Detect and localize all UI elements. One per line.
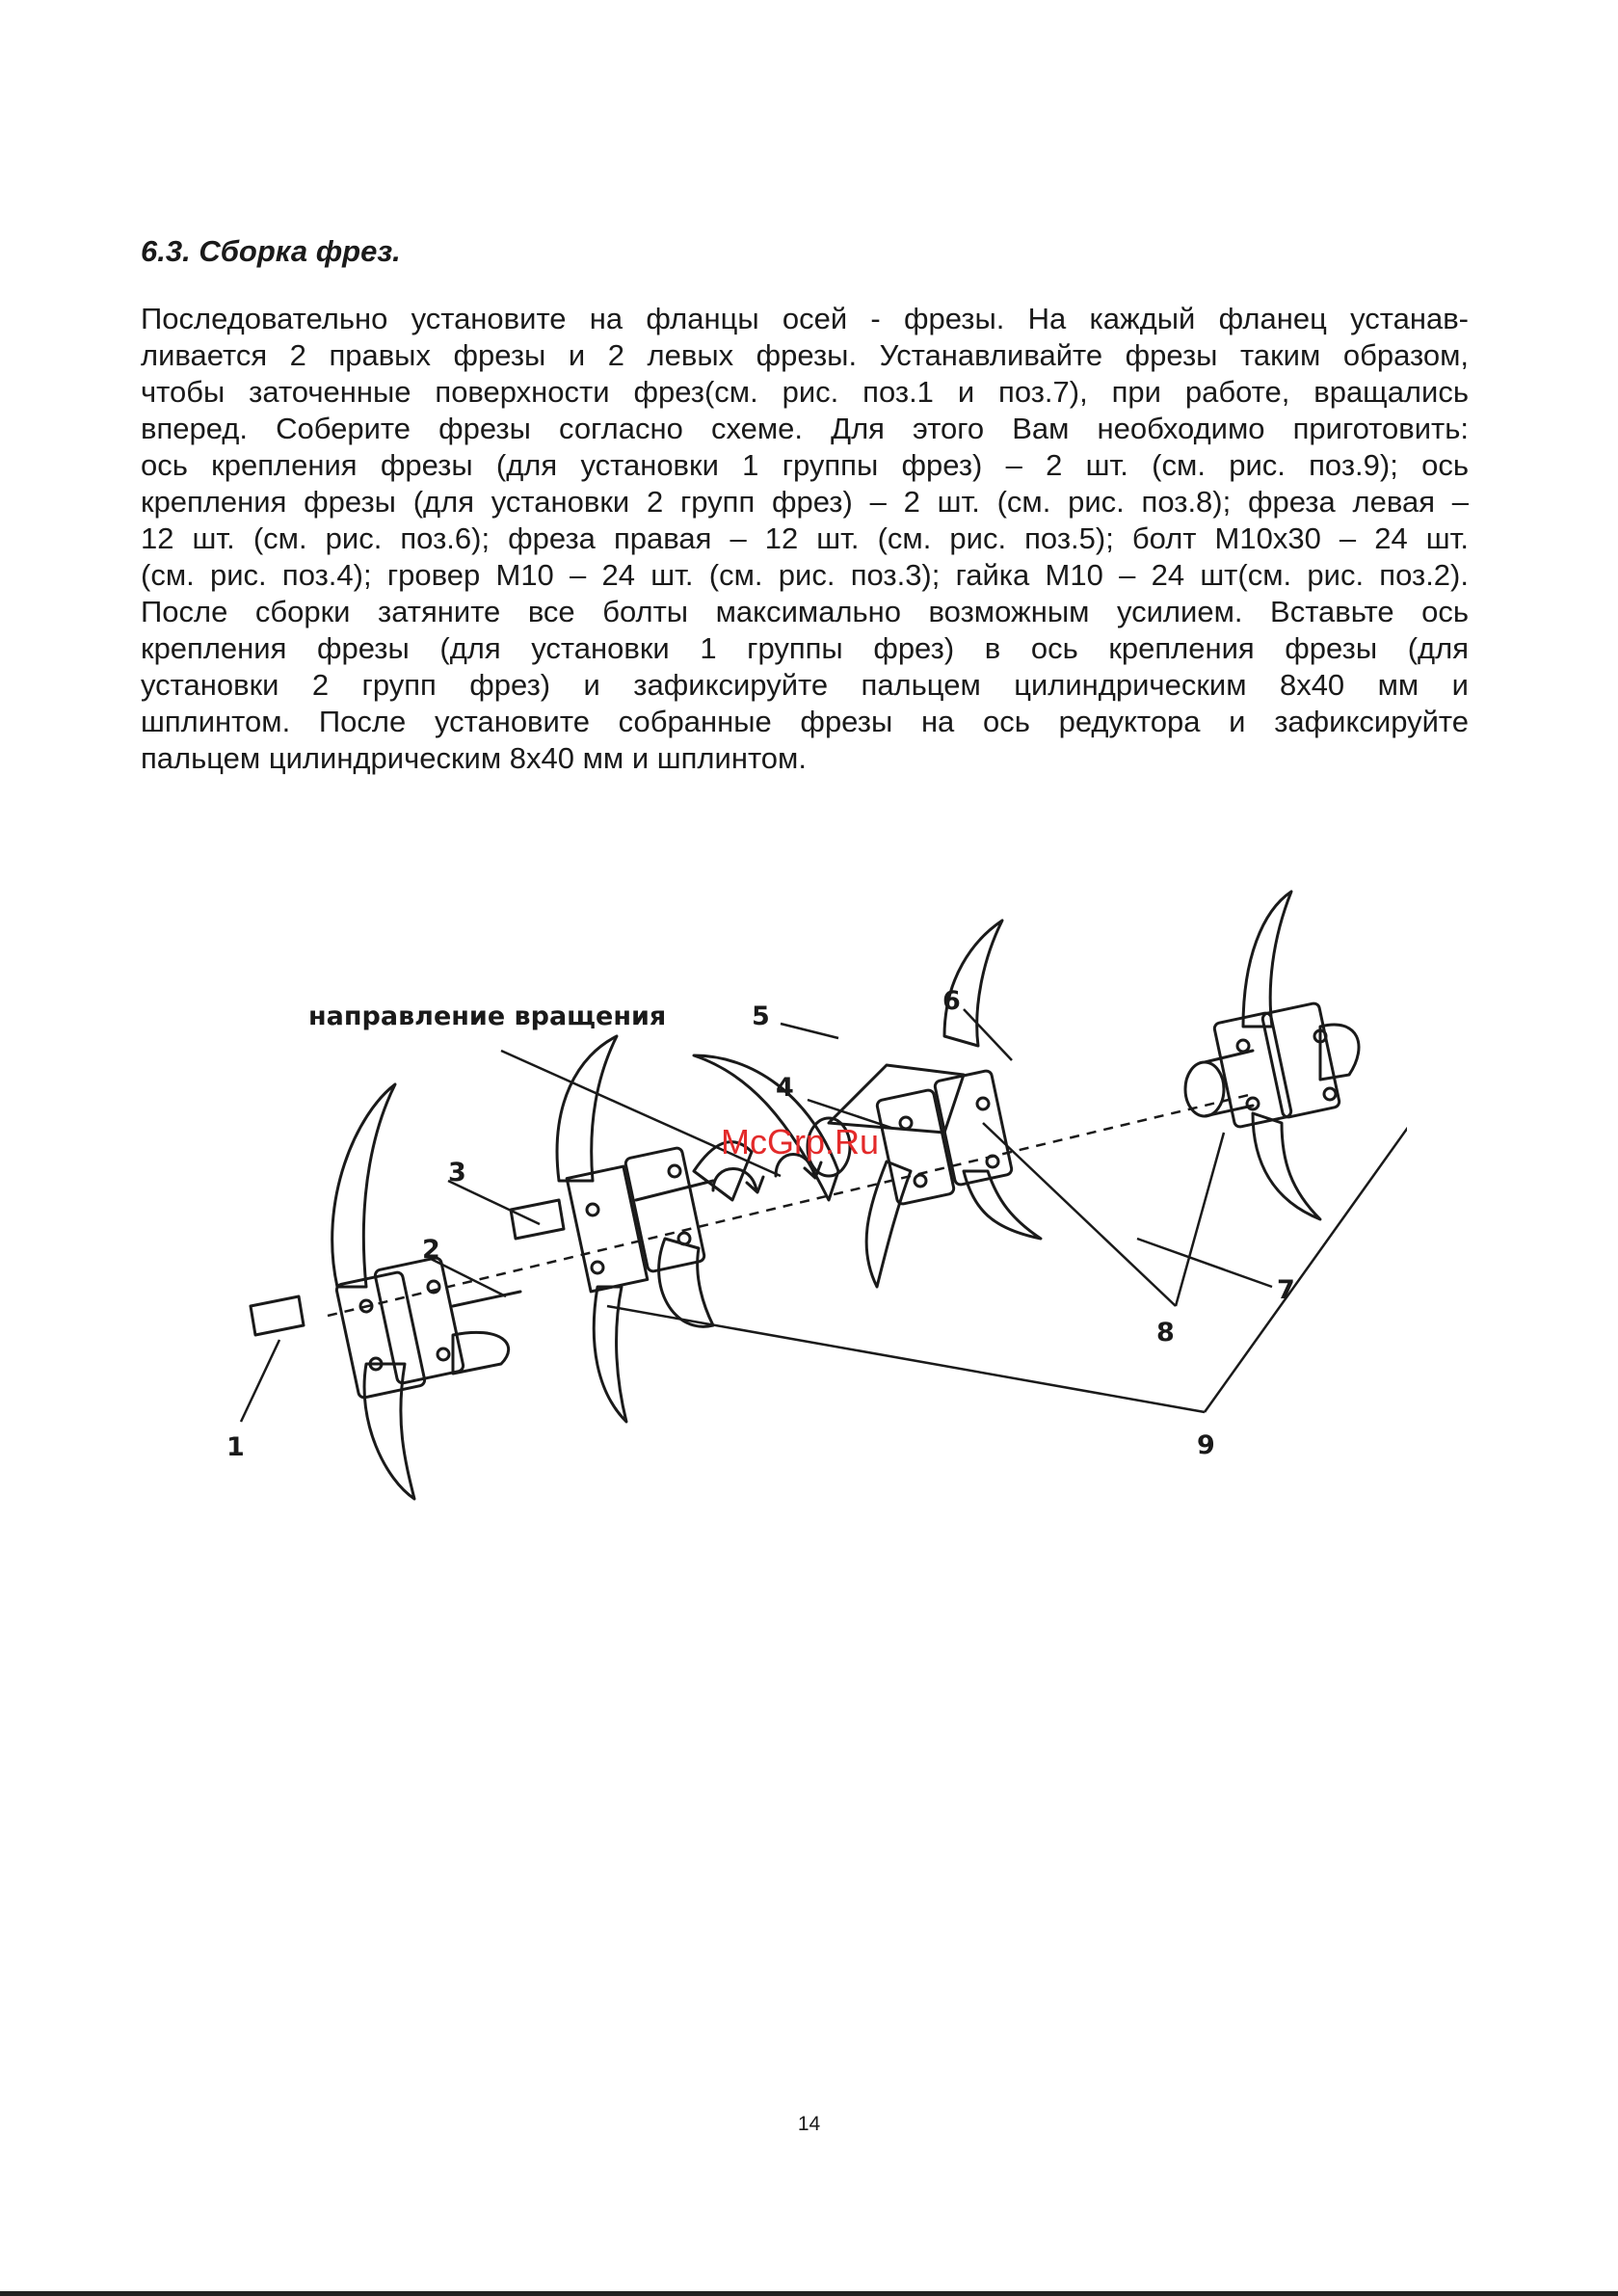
callout-number: 5 [752,1001,770,1031]
watermark: McGrp.Ru [721,1122,880,1161]
paragraph-line: установки 2 групп фрез) и зафиксируйте пальцем цилиндрическим 8х40 мм и [141,668,1469,702]
cutter-group-left [251,1084,520,1499]
paragraph-line: шплинтом. После установите собранные фрезы на ось редуктора и зафиксируйте [141,705,1469,738]
paragraph-line: После сборки затяните все болты максимально возможным усилием. Вставьте ось [141,595,1469,628]
instruction-paragraph [141,301,1469,777]
paragraph-line: (см. рис. поз.4); гровер М10 – 24 шт. (см. рис. поз.3); гайка М10 – 24 шт(см. рис. поз.2). [141,558,1469,592]
page-number: 14 [797,2113,821,2135]
callout-number: 2 [422,1235,440,1265]
callout-number: 1 [226,1432,245,1462]
direction-label: направление вращения [308,1001,667,1031]
paragraph-line: чтобы заточенные поверхности фрез(см. рис. поз.1 и поз.7), при работе, вращались [141,375,1469,409]
callout-number: 7 [1277,1275,1295,1305]
callout-number: 4 [776,1073,794,1103]
callout-number: 8 [1156,1318,1175,1348]
paragraph-line: вперед. Соберите фрезы согласно схеме. Для этого Вам необходимо приготовить: [141,412,1469,445]
section-heading: 6.3. Сборка фрез. [141,234,401,268]
bottom-rule [0,2291,1618,2296]
paragraph-line: крепления фрезы (для установки 2 групп фрез) – 2 шт. (см. рис. поз.8); фреза левая – [141,485,1469,519]
cutter-group-middle [511,1036,752,1422]
callout-number: 6 [942,986,961,1016]
callout-number: 9 [1197,1430,1215,1460]
paragraph-line: ливается 2 правых фрезы и 2 левых фрезы. Устанавливайте фрезы таким образом, [141,338,1469,372]
tiller-assembly-diagram [212,882,1407,1537]
tiller-assembly-figure [212,882,1407,1537]
paragraph-line: Последовательно установите на фланцы осей - фрезы. На каждый фланец устанав- [141,302,1469,335]
paragraph-line: ось крепления фрезы (для установки 1 группы фрез) – 2 шт. (см. рис. поз.9); ось [141,448,1469,482]
cutter-group-right [1185,892,1359,1219]
paragraph-line: 12 шт. (см. рис. поз.6); фреза правая – 12 шт. (см. рис. поз.5); болт М10х30 – 24 шт. [141,521,1469,555]
callout-leaders [241,1009,1407,1422]
callout-number: 3 [448,1158,466,1188]
paragraph-line: крепления фрезы (для установки 1 группы фрез) в ось крепления фрезы (для [141,631,1469,665]
cutter-group-center [694,921,1041,1287]
paragraph-line: пальцем цилиндрическим 8х40 мм и шплинтом. [141,741,807,775]
